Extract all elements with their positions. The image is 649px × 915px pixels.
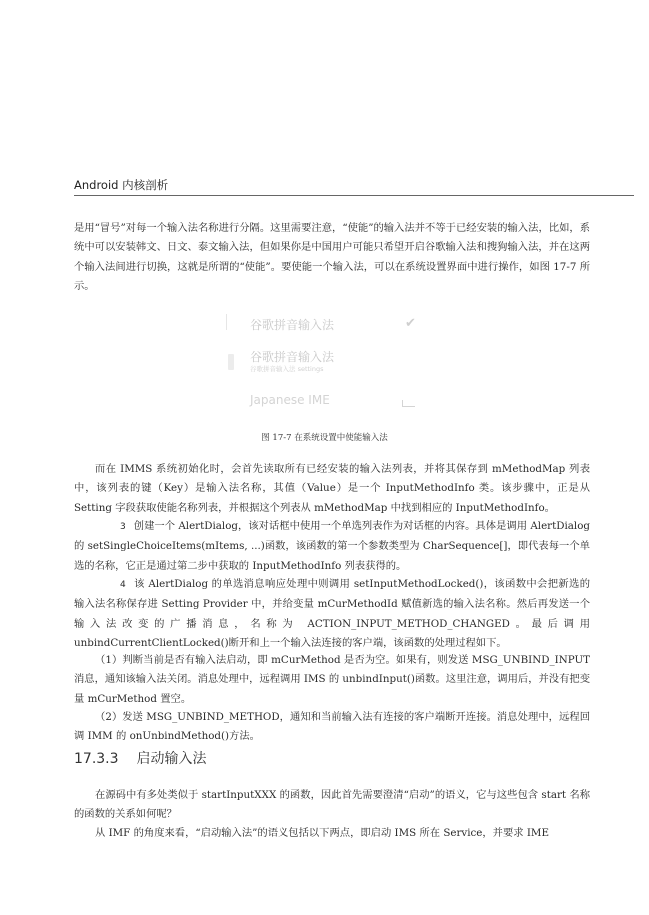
- checkbox-icon: [402, 400, 415, 407]
- check-icon: ✔: [405, 316, 416, 331]
- paragraph-imms-init: 而在 IMMS 系统初始化时，会首先读取所有已经安装的输入法列表，并将其保存到 mMethodMap 列表中，该列表的键（Key）是输入法名称，其值（Value）是一个 InputMethodInfo 类。该步骤中，正是从 Setting 字段获取使能名称列表，并根据这个列表从 mMethodMap 中找到相应的 InputMethodInfo。: [74, 463, 590, 514]
- figure-ime-settings: [230, 314, 430, 420]
- substep-1: （1）判断当前是否有输入法启动，即 mCurMethod 是否为空。如果有，则发送 MSG_UNBIND_INPUT 消息，通知该输入法关闭。消息处理中，远程调用 IMS 的 unbindInput()函数。这里注意，调用后，并没有把变量 mCurMethod 置空。: [74, 654, 590, 705]
- paragraph-imf-view: 从 IMF 的角度来看，“启动输入法”的语义包括以下两点，即启动 IMS 所在 Service，并要求 IME: [95, 827, 549, 839]
- header-rule: [74, 195, 634, 196]
- ime-item-3-label: Japanese IME: [250, 393, 330, 407]
- step-3: [74, 517, 590, 576]
- step-4-text: 该 AlertDialog 的单选消息响应处理中则调用 setInputMethodLocked()，该函数中会把新选的输入法名称保存进 Setting Provider 中，并给变量 mCurMethodId 赋值新选的输入法名称。然后再发送一个输入法改变的广播消息，名称为 ACTION_INPUT_METHOD_CHANGED。最后调用 unbindCurrentClientLocked()断开和上一个输入法连接的客户端，该函数的处理过程如下。: [74, 578, 590, 649]
- ime-item-2-label: 谷歌拼音输入法: [250, 350, 335, 364]
- section-title: 启动输入法: [136, 751, 207, 767]
- step-3-text: 创建一个 AlertDialog，该对话框中使用一个单选列表作为对话框的内容。具体是调用 AlertDialog 的 setSingleChoiceItems(mItems, ...)函数，该函数的第一个参数类型为 CharSequence[]，即代表每一个单选的名称，它正是通过第二步中获取的 InputMethodInfo 列表获得的。: [74, 520, 590, 572]
- step-4-number: 4: [120, 580, 126, 590]
- paragraph-startinput: 在源码中有多处类似于 startInputXXX 的函数，因此首先需要澄清“启动”的语义，它与这些包含 start 名称的函数的关系如何呢？: [74, 789, 590, 821]
- section-number: 17.3.3: [74, 751, 119, 767]
- step-3-number: 3: [120, 522, 126, 532]
- paragraph-intro: 是用“冒号”对每一个输入法名称进行分隔。这里需要注意，“使能”的输入法并不等于已经安装的输入法，比如，系统中可以安装韩文、日文、泰文输入法，但如果你是中国用户可能只希望开启谷歌输入法和搜狗输入法，并在这两个输入法间进行切换，这就是所谓的“使能”。要使能一个输入法，可以在系统设置界面中进行操作，如图 17-7 所示。: [74, 222, 590, 292]
- running-header: Android 内核剖析: [74, 178, 169, 192]
- ime-item-1-label: 谷歌拼音输入法: [250, 318, 335, 332]
- step-4: [74, 575, 590, 653]
- ime-item-2-sublabel: 谷歌拼音输入法 settings: [250, 365, 324, 373]
- substep-2: （2）发送 MSG_UNBIND_METHOD，通知和当前输入法有连接的客户端断开连接。消息处理中，远程回调 IMM 的 onUnbindMethod()方法。: [74, 711, 590, 743]
- divider-line: [226, 314, 227, 330]
- ime-app-icon: [228, 354, 234, 370]
- figure-caption: 图 17-7 在系统设置中使能输入法: [261, 433, 388, 443]
- section-heading: [74, 748, 225, 768]
